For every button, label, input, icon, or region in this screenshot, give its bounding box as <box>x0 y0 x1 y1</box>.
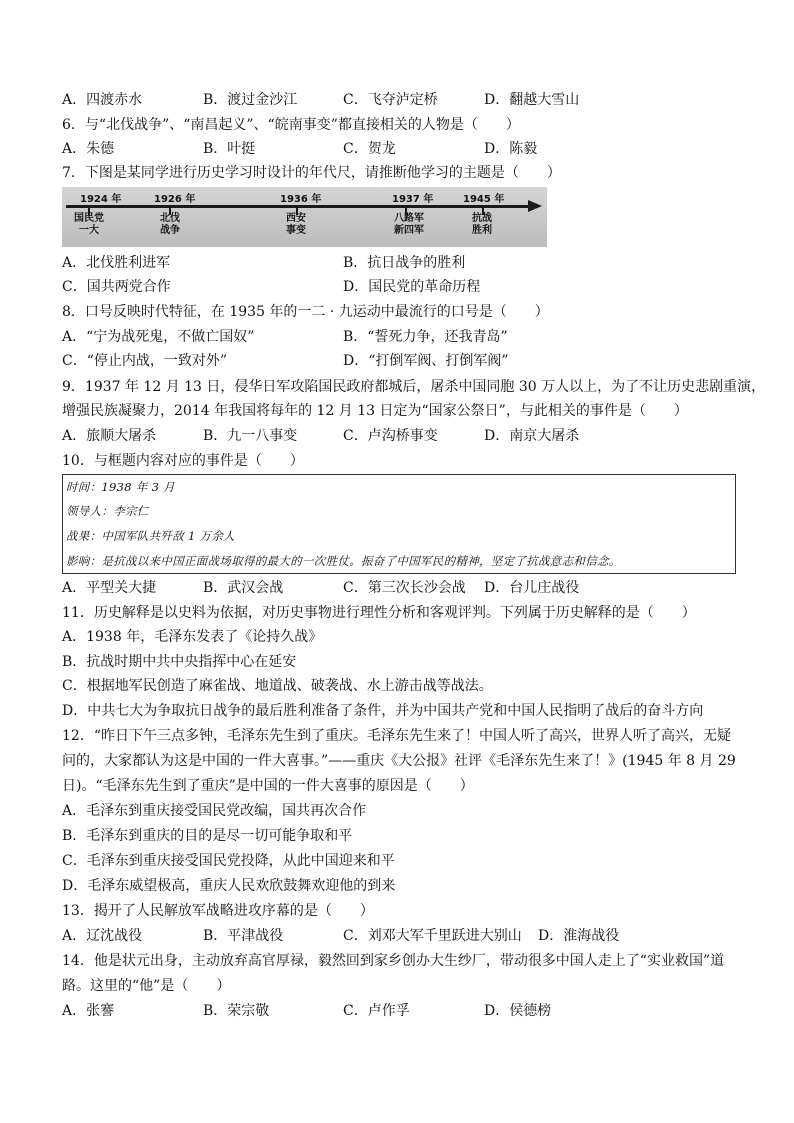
q7-option-b[interactable]: B．抗日战争的胜利 <box>343 255 466 271</box>
q8-option-d[interactable]: D．“打倒军阀、打倒军阀” <box>343 353 509 369</box>
q14-option-b[interactable]: B．荣宗敬 <box>203 1003 270 1019</box>
q12-option-b[interactable]: B．毛泽东到重庆的目的是尽一切可能争取和平 <box>62 828 353 844</box>
q11-option-b[interactable]: B．抗战时期中共中央指挥中心在延安 <box>62 654 297 670</box>
q13-option-b[interactable]: B．平津战役 <box>203 928 284 944</box>
q7-stem: 7．下图是某同学进行历史学习时设计的年代尺，请推断他学习的主题是（ ） <box>62 165 561 181</box>
q8-option-a[interactable]: A．“宁为战死鬼，不做亡国奴” <box>62 329 255 345</box>
q8-option-c[interactable]: C．“停止内战，一致对外” <box>62 353 228 369</box>
timeline-event-northern-expedition <box>160 213 180 237</box>
q10-option-b[interactable]: B．武汉会战 <box>203 580 284 596</box>
q12-option-d[interactable]: D．毛泽东威望极高，重庆人民欢欣鼓舞欢迎他的到来 <box>62 878 396 894</box>
q5-option-d[interactable]: D．翻越大雪山 <box>484 92 580 108</box>
info-leader: 领导人：李宗仁 <box>66 504 149 518</box>
q5-option-a[interactable]: A．四渡赤水 <box>62 92 143 108</box>
timeline-axis <box>66 205 532 208</box>
timeline-event-line: 一大 <box>79 225 99 236</box>
q14-option-a[interactable]: A．张謇 <box>62 1003 115 1019</box>
timeline-event-line: 新四军 <box>394 225 424 236</box>
q12-stem-line2: 问的，大家都认为这是中国的一件大喜事。”——重庆《大公报》社评《毛泽东先生来了！》(1945 年 8 月 29 <box>62 753 736 769</box>
timeline-figure <box>62 187 547 247</box>
q10-option-c[interactable]: C．第三次长沙会战 <box>343 580 466 596</box>
q11-option-c[interactable]: C．根据地军民创造了麻雀战、地道战、破袭战、水上游击战等战法。 <box>62 678 493 694</box>
q13-option-d[interactable]: D．淮海战役 <box>538 928 620 944</box>
q13-option-c[interactable]: C．刘邓大军千里跃进大别山 <box>343 928 522 944</box>
info-impact: 影响：是抗战以来中国正面战场取得的最大的一次胜仗。振奋了中国军民的精神，坚定了抗战意志和信念。 <box>66 554 621 568</box>
q6-option-b[interactable]: B．叶挺 <box>203 141 256 157</box>
q6-option-c[interactable]: C．贺龙 <box>343 141 396 157</box>
timeline-event-line: 胜利 <box>472 225 492 236</box>
timeline-year-1924: 1924 年 <box>80 194 122 205</box>
timeline-year-1926: 1926 年 <box>154 194 196 205</box>
q9-option-b[interactable]: B．九一八事变 <box>203 428 298 444</box>
q6-option-a[interactable]: A．朱德 <box>62 141 115 157</box>
timeline-event-line: 事变 <box>286 225 306 236</box>
q6-option-d[interactable]: D．陈毅 <box>484 141 538 157</box>
q11-option-a[interactable]: A．1938 年，毛泽东发表了《论持久战》 <box>62 629 323 645</box>
q7-option-d[interactable]: D．国民党的革命历程 <box>343 279 481 295</box>
q9-option-d[interactable]: D．南京大屠杀 <box>484 428 580 444</box>
q9-option-a[interactable]: A．旅顺大屠杀 <box>62 428 157 444</box>
q12-stem-line1: 12．“昨日下午三点多钟，毛泽东先生到了重庆。毛泽东先生来了！中国人听了高兴，世界人听了高兴，无疑 <box>62 728 731 744</box>
q12-option-c[interactable]: C．毛泽东到重庆接受国民党投降，从此中国迎来和平 <box>62 853 395 869</box>
timeline-event-line: 抗战 <box>472 213 492 224</box>
q5-option-c[interactable]: C．飞夺泸定桥 <box>343 92 438 108</box>
q11-option-d[interactable]: D．中共七大为争取抗日战争的最后胜利准备了条件，并为中国共产党和中国人民指明了战后的奋斗方向 <box>62 703 704 719</box>
q9-option-c[interactable]: C．卢沟桥事变 <box>343 428 438 444</box>
timeline-event-xian-incident <box>286 213 306 237</box>
timeline-event-eighth-route-army <box>394 213 424 237</box>
q7-option-a[interactable]: A．北伐胜利进军 <box>62 255 171 271</box>
q9-stem-line1: 9．1937 年 12 月 13 日，侵华日军攻陷国民政府都城后，屠杀中国同胞 30 万人以上，为了不让历史悲剧重演， <box>62 379 766 395</box>
timeline-event-line: 八路军 <box>394 213 424 224</box>
q9-stem-line2: 增强民族凝聚力，2014 年我国将每年的 12 月 13 日定为“国家公祭日”，与此相关的事件是（ ） <box>62 403 688 419</box>
timeline-event-line: 北伐 <box>160 213 180 224</box>
timeline-event-line: 国民党 <box>74 213 104 224</box>
timeline-arrow-icon <box>528 200 542 212</box>
q13-option-a[interactable]: A．辽沈战役 <box>62 928 143 944</box>
q10-option-d[interactable]: D．台儿庄战役 <box>484 580 580 596</box>
q6-stem: 6．与“北伐战争”、“南昌起义”、“皖南事变”都直接相关的人物是（ ） <box>62 117 520 133</box>
timeline-year-1937: 1937 年 <box>392 194 434 205</box>
info-time: 时间：1938 年 3 月 <box>66 480 175 494</box>
q11-stem: 11．历史解释是以史料为依据，对历史事物进行理性分析和客观评判。下列属于历史解释的是（ ） <box>62 605 696 621</box>
timeline-year-1945: 1945 年 <box>463 194 505 205</box>
timeline-event-line: 战争 <box>160 225 180 236</box>
q13-stem: 13．揭开了人民解放军战略进攻序幕的是（ ） <box>62 903 374 919</box>
q12-option-a[interactable]: A．毛泽东到重庆接受国民党改编，国共再次合作 <box>62 803 367 819</box>
timeline-event-line: 西安 <box>286 213 306 224</box>
timeline-event-victory <box>472 213 492 237</box>
q12-stem-line3: 日)。“毛泽东先生到了重庆”是中国的一件大喜事的原因是（ ） <box>62 778 474 794</box>
q8-option-b[interactable]: B．“誓死力争，还我青岛” <box>343 329 508 345</box>
q5-option-b[interactable]: B．渡过金沙江 <box>203 92 298 108</box>
q8-stem: 8．口号反映时代特征，在 1935 年的一二 · 九运动中最流行的口号是（ ） <box>62 304 549 320</box>
q14-option-c[interactable]: C．卢作孚 <box>343 1003 410 1019</box>
info-result: 战果：中国军队共歼敌 1 万余人 <box>66 529 235 543</box>
q14-option-d[interactable]: D．侯德榜 <box>484 1003 552 1019</box>
q7-option-c[interactable]: C．国共两党合作 <box>62 279 171 295</box>
q14-stem-line1: 14．他是状元出身，主动放弃高官厚禄，毅然回到家乡创办大生纱厂，带动很多中国人走上了“实业救国”道 <box>62 953 725 969</box>
q14-stem-line2: 路。这里的“他”是（ ） <box>62 978 231 994</box>
timeline-event-kmt-congress <box>74 213 104 237</box>
q10-info-box <box>62 474 736 574</box>
q10-stem: 10．与框题内容对应的事件是（ ） <box>62 453 304 469</box>
timeline-year-1936: 1936 年 <box>280 194 322 205</box>
q10-option-a[interactable]: A．平型关大捷 <box>62 580 157 596</box>
